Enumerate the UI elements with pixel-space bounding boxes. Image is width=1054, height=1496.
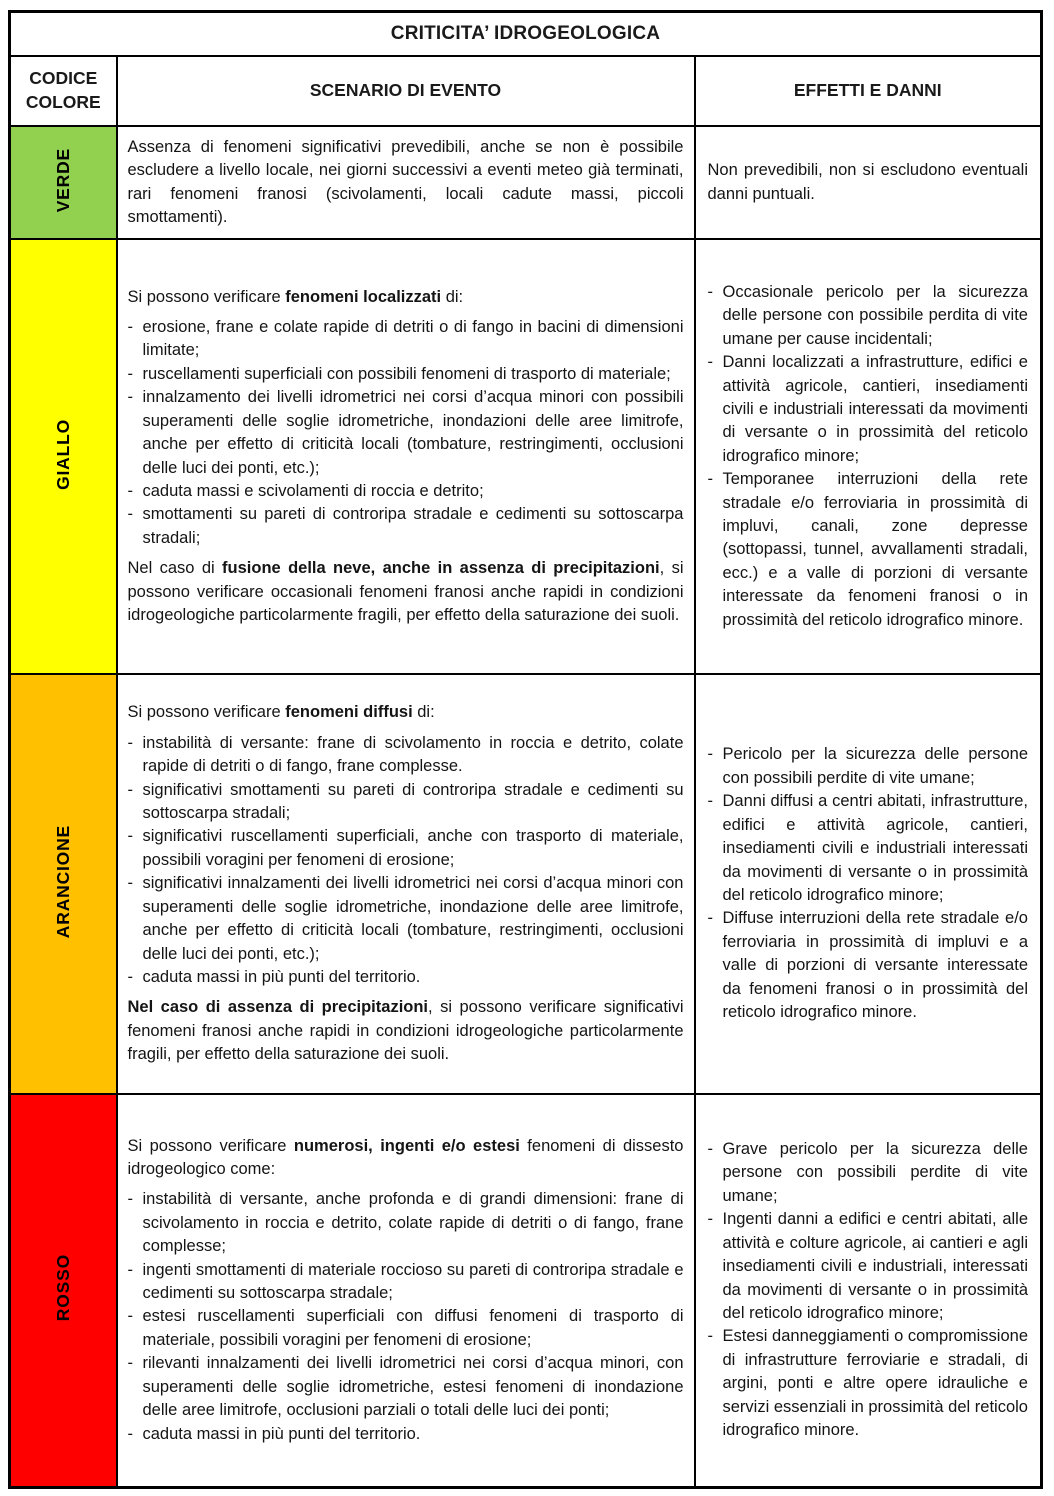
bullet-item: [708, 907, 1029, 1024]
bullet-text: Grave pericolo per la sicurezza delle persone con possibili perdite di vite umane;: [722, 1140, 1028, 1205]
bullet-item: [128, 386, 684, 480]
text: Si possono verificare: [127, 287, 286, 306]
bold-text: Nel caso di assenza di precipitazioni: [127, 998, 429, 1017]
scenario-cell-rosso: [117, 1094, 695, 1487]
bullet-item: [128, 503, 684, 550]
color-label-rosso: ROSSO: [52, 1254, 73, 1322]
bullet-item: [708, 790, 1029, 907]
color-label-arancione: ARANCIONE: [52, 824, 73, 939]
text: Si possono verificare: [127, 703, 286, 722]
effects-cell-arancione: [695, 674, 1042, 1094]
color-label-giallo: GIALLO: [52, 418, 73, 490]
bullet-text: instabilità di versante, anche profonda e di grandi dimensioni: frane di scivolamento in roccia e detrito, colate rapide di detriti o di fango, frane complesse;: [142, 1190, 684, 1256]
effects-cell-verde: [695, 126, 1042, 239]
bullet-item: [708, 1138, 1029, 1208]
bullet-text: caduta massi in più punti del territorio.: [142, 967, 421, 986]
bullet-dash: -: [127, 1190, 133, 1209]
table-body: [10, 126, 1042, 1487]
bullet-item: [128, 1305, 684, 1352]
column-header-codice-colore: CODICE COLORE: [10, 56, 117, 126]
paragraph: [128, 996, 684, 1066]
bullet-list: [708, 743, 1029, 1024]
bullet-dash: -: [127, 733, 133, 752]
bullet-text: Diffuse interruzioni della rete stradale e/o ferroviaria in prossimità di impluvi e a valle di porzioni di versante interessate da fenomeni franosi o in prossimità del reticolo idrografico minore.: [722, 909, 1028, 1022]
bullet-item: [708, 468, 1029, 632]
bullet-text: ruscellamenti superficiali con possibili fenomeni di trasporto di materiale;: [142, 364, 671, 383]
paragraph: [128, 136, 684, 230]
table-row-arancione: [10, 674, 1042, 1094]
color-band-giallo: [10, 239, 117, 674]
text: Non prevedibili, non si escludono eventuali danni puntuali.: [707, 161, 1028, 203]
column-header-scenario-di-evento: SCENARIO DI EVENTO: [117, 56, 695, 126]
bullet-dash: -: [127, 780, 133, 799]
bullet-text: Temporanee interruzioni della rete stradale e/o ferroviaria in prossimità di impluvi, canali, zone depresse (sottopassi, tunnel, avvallamenti stradali, ecc.) e a valle di porzioni di versante interessate da fenomeni franosi o in prossimità del reticolo idrografico minore.: [722, 470, 1028, 629]
bullet-dash: -: [707, 909, 713, 928]
text: di:: [412, 703, 435, 722]
bullet-item: [128, 363, 684, 386]
bullet-dash: -: [707, 1210, 713, 1229]
bullet-item: [128, 872, 684, 966]
bullet-item: [128, 316, 684, 363]
bullet-item: [708, 1208, 1029, 1325]
paragraph: [708, 159, 1029, 206]
bold-text: fenomeni diffusi: [285, 703, 413, 722]
bullet-list: [708, 281, 1029, 632]
effects-cell-giallo: [695, 239, 1042, 674]
bullet-text: significativi smottamenti su pareti di controripa stradale e cedimenti su sottoscarpa stradali;: [142, 780, 684, 823]
paragraph: [128, 701, 684, 724]
bullet-text: estesi ruscellamenti superficiali con diffusi fenomeni di trasporto di materiale, possibili voragini per fenomeni di erosione;: [142, 1307, 684, 1349]
scenario-cell-verde: [117, 126, 695, 239]
bullet-text: Estesi danneggiamenti o compromissione di infrastrutture ferroviarie e stradali, di argini, ponti e altre opere idrauliche e servizi essenziali in prossimità del reticolo idrografico minore.: [722, 1327, 1028, 1440]
bold-text: fenomeni localizzati: [285, 287, 442, 306]
column-header-effetti-e-danni: EFFETTI E DANNI: [695, 56, 1042, 126]
bullet-item: [128, 825, 684, 872]
bullet-dash: -: [127, 317, 133, 336]
bold-text: numerosi, ingenti e/o estesi: [293, 1136, 520, 1155]
text: Si possono verificare: [127, 1136, 294, 1155]
bullet-text: caduta massi in più punti del territorio.: [142, 1424, 421, 1443]
bullet-text: innalzamento dei livelli idrometrici nei corsi d’acqua minori con possibili superamenti delle soglie idrometriche, inondazioni delle aree limitrofe, anche per effetto di criticità locali (tombature, restringimenti, occlusioni delle luci dei ponti, etc.);: [142, 388, 684, 477]
bullet-item: [128, 1352, 684, 1422]
column-header-row: [10, 56, 1042, 126]
bullet-text: significativi innalzamenti dei livelli idrometrici nei corsi d’acqua minori con superamenti delle soglie idrometriche, inondazione delle aree limitrofe, anche per effetto di criticità locali (tombature, restringimenti, occlusioni delle luci dei ponti, etc.);: [142, 874, 684, 963]
bullet-item: [128, 779, 684, 826]
bullet-dash: -: [707, 1140, 713, 1158]
bullet-dash: -: [707, 745, 713, 764]
bullet-dash: -: [127, 874, 133, 893]
bullet-item: [128, 966, 684, 989]
bullet-dash: -: [127, 1307, 133, 1326]
bullet-item: [128, 480, 684, 503]
table-header: [10, 12, 1042, 127]
bullet-dash: -: [127, 827, 133, 846]
bullet-dash: -: [127, 364, 133, 383]
table-title: CRITICITA’ IDROGEOLOGICA: [10, 12, 1042, 57]
bullet-item: [708, 1325, 1029, 1442]
bullet-text: Ingenti danni a edifici e centri abitati, alle attività e colture agricole, ai cantieri e agli insediamenti civili e industriali, interessati da movimenti di versante o in prossimità del reticolo idrografico minore;: [722, 1210, 1028, 1322]
bullet-dash: -: [707, 470, 713, 489]
bullet-item: [128, 1423, 684, 1446]
bullet-item: [708, 743, 1029, 790]
bullet-dash: -: [127, 388, 133, 407]
bullet-text: smottamenti su pareti di controripa stradale e cedimenti su sottoscarpa stradali;: [142, 505, 684, 547]
bullet-list: [128, 1188, 684, 1446]
bullet-dash: -: [127, 1424, 133, 1443]
bold-text: fusione della neve, anche in assenza di precipitazioni: [222, 559, 660, 578]
bullet-text: erosione, frane e colate rapide di detriti o di fango in bacini di dimensioni limitate;: [142, 317, 684, 360]
bullet-dash: -: [127, 1260, 133, 1279]
bullet-text: Danni localizzati a infrastrutture, edifici e attività agricole, cantieri, insediamenti civili e industriali interessati da movimenti di versante o in prossimità del reticolo idrografico minore;: [722, 353, 1028, 465]
bullet-text: caduta massi e scivolamenti di roccia e detrito;: [142, 481, 484, 500]
paragraph: [128, 557, 684, 627]
bullet-text: ingenti smottamenti di materiale roccioso su pareti di controripa stradale e cedimenti su sottoscarpa stradale;: [142, 1260, 684, 1303]
bullet-dash: -: [127, 481, 133, 500]
bullet-dash: -: [707, 353, 713, 372]
bullet-dash: -: [707, 1327, 713, 1346]
color-band-verde: [10, 126, 117, 239]
bullet-text: instabilità di versante: frane di scivolamento in roccia e detrito, colate rapide di detriti o di fango, frane complesse.: [142, 733, 684, 776]
bullet-list: [708, 1138, 1029, 1442]
text: fenomeni di dissesto idrogeologico come:: [127, 1136, 684, 1178]
bullet-item: [128, 1259, 684, 1306]
bullet-dash: -: [127, 967, 133, 986]
title-row: [10, 12, 1042, 57]
text: Nel caso di: [127, 559, 223, 578]
bullet-dash: -: [127, 505, 133, 524]
text: Assenza di fenomeni significativi prevedibili, anche se non è possibile escludere a livello locale, nei giorni successivi a eventi meteo già terminati, rari fenomeni franosi (scivolamenti, locali cadute massi, piccoli smottamenti).: [127, 137, 684, 226]
bullet-item: [708, 281, 1029, 351]
text: , si possono verificare significativi fenomeni franosi anche rapidi in condizioni idrogeologiche particolarmente fragili, per effetto della saturazione dei suoli.: [127, 998, 684, 1064]
bullet-text: significativi ruscellamenti superficiali, anche con trasporto di materiale, possibili voragini per fenomeni di erosione;: [142, 827, 684, 869]
bullet-dash: -: [707, 792, 713, 811]
bullet-text: Occasionale pericolo per la sicurezza delle persone con possibile perdita di vite umane per cause incidentali;: [722, 282, 1028, 348]
bullet-list: [128, 316, 684, 550]
paragraph: [128, 286, 684, 309]
table-row-verde: [10, 126, 1042, 239]
bullet-dash: -: [707, 282, 713, 301]
paragraph: [128, 1135, 684, 1182]
bullet-dash: -: [127, 1354, 133, 1373]
bullet-text: Danni diffusi a centri abitati, infrastrutture, edifici e attività agricole, cantieri, insediamenti civili e industriali interessati da movimenti di versante o in prossimità del reticolo idrografico minore;: [722, 792, 1028, 904]
color-band-arancione: [10, 674, 117, 1094]
table-row-rosso: [10, 1094, 1042, 1487]
effects-cell-rosso: [695, 1094, 1042, 1487]
bullet-list: [128, 732, 684, 990]
criticita-idrogeologica-table: [8, 10, 1043, 1489]
scenario-cell-arancione: [117, 674, 695, 1094]
bullet-item: [128, 1188, 684, 1258]
bullet-item: [708, 351, 1029, 468]
bullet-text: Pericolo per la sicurezza delle persone con possibili perdite di vite umane;: [722, 745, 1028, 787]
bullet-item: [128, 732, 684, 779]
bullet-text: rilevanti innalzamenti dei livelli idrometrici nei corsi d’acqua minori, con superamenti delle soglie idrometriche, estesi fenomeni di inondazione delle aree limitrofe, occlusioni parziali o totali delle luci dei ponti;: [142, 1354, 684, 1420]
table-row-giallo: [10, 239, 1042, 674]
text: di:: [441, 287, 464, 306]
scenario-cell-giallo: [117, 239, 695, 674]
text: , si possono verificare occasionali fenomeni franosi anche rapidi in condizioni idrogeologiche particolarmente fragili, per effetto della saturazione dei suoli.: [127, 559, 684, 625]
color-label-verde: VERDE: [52, 147, 73, 213]
color-band-rosso: [10, 1094, 117, 1487]
